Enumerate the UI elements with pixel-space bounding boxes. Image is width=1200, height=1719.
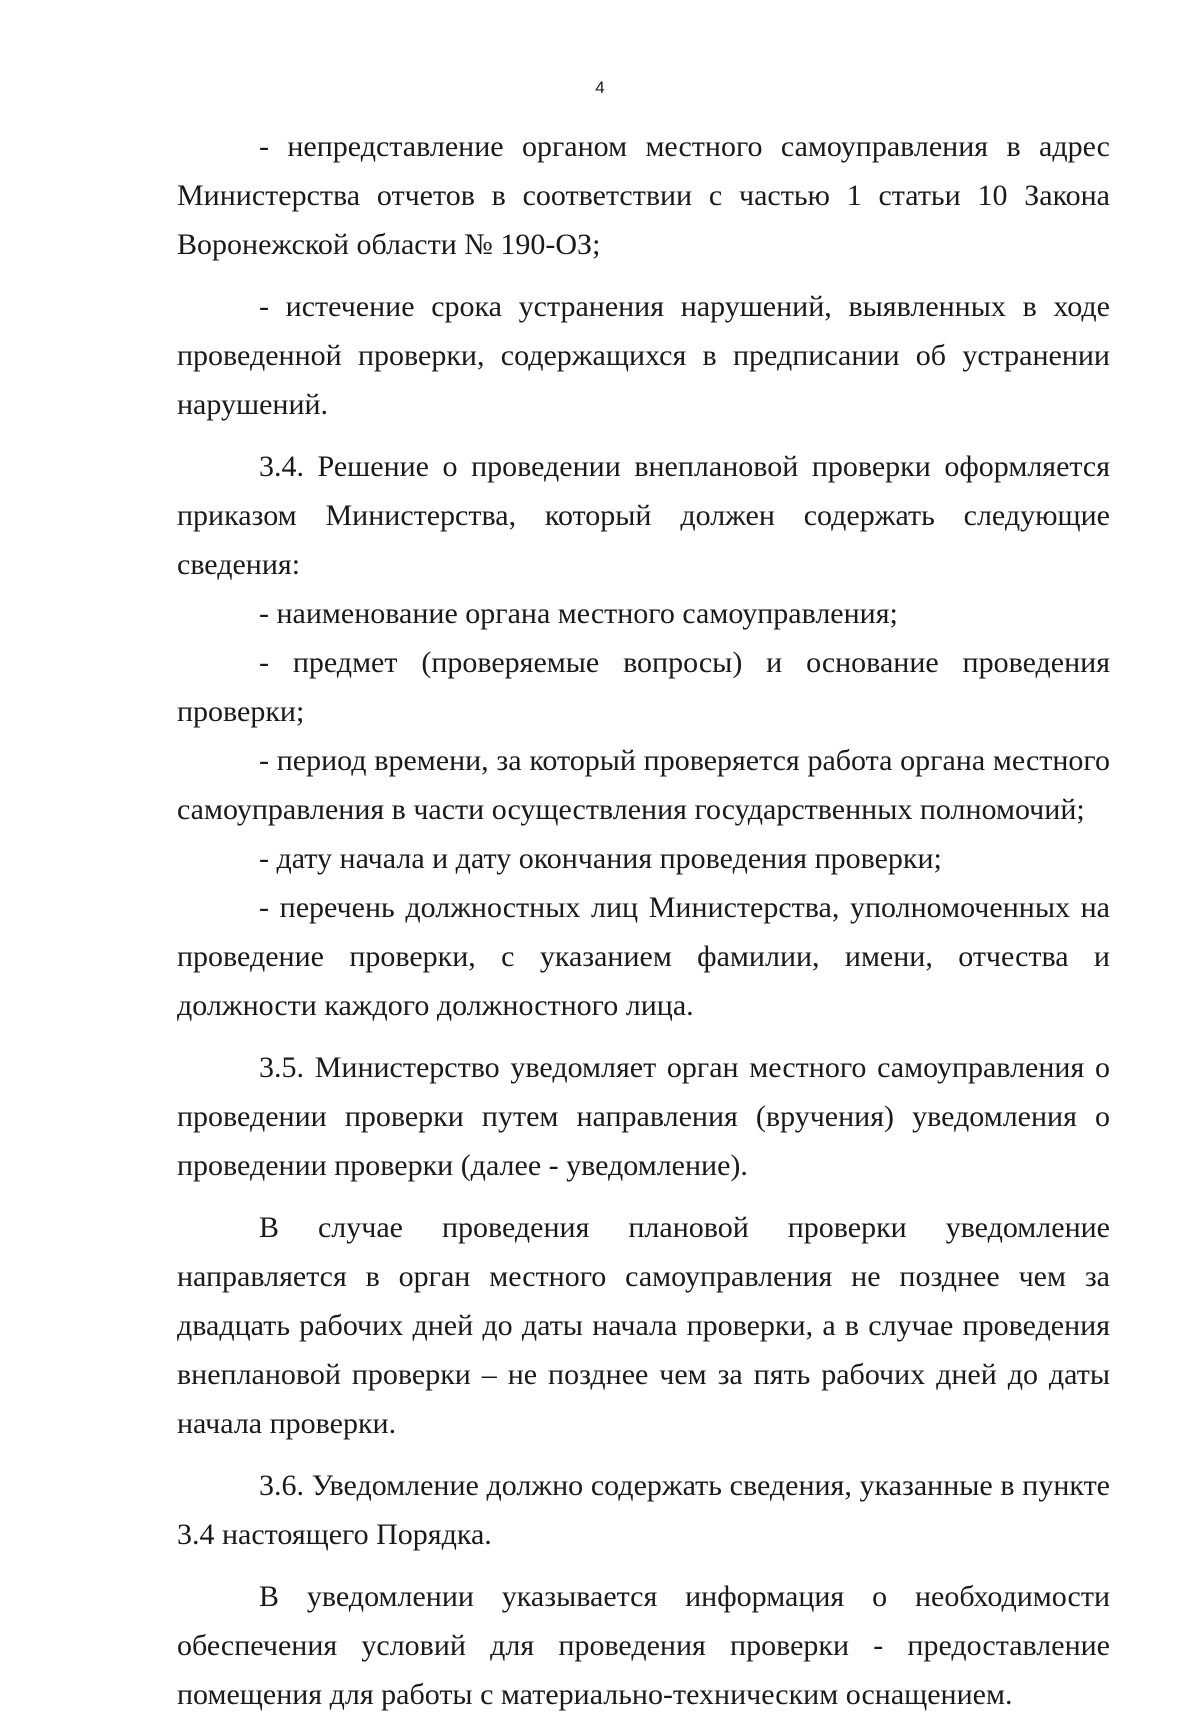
paragraph-section-3-6: 3.6. Уведомление должно содержать сведения, указанные в пункте 3.4 настоящего Порядка. bbox=[177, 1469, 1110, 1551]
list-item-subject: - предмет (проверяемые вопросы) и основание проведения проверки; bbox=[177, 646, 1110, 728]
list-item-body-name: - наименование органа местного самоуправления; bbox=[259, 597, 898, 630]
paragraph-section-3-4: 3.4. Решение о проведении внеплановой проверки оформляется приказом Министерства, который должен содержать следующие сведения: bbox=[177, 450, 1110, 581]
document-body bbox=[177, 122, 1110, 1719]
paragraph-deadline-expiry: - истечение срока устранения нарушений, выявленных в ходе проведенной проверки, содержащихся в предписании об устранении нарушений. bbox=[177, 290, 1110, 421]
paragraph-notice-conditions: В уведомлении указывается информация о необходимости обеспечения условий для проведения проверки - предоставление помещения для работы с материально-техническим оснащением. bbox=[177, 1580, 1110, 1711]
list-item-officials: - перечень должностных лиц Министерства, уполномоченных на проведение проверки, с указанием фамилии, имени, отчества и должности каждого должностного лица. bbox=[177, 891, 1110, 1022]
paragraph-section-3-5: 3.5. Министерство уведомляет орган местного самоуправления о проведении проверки путем направления (вручения) уведомления о проведении проверки (далее - уведомление). bbox=[177, 1051, 1110, 1182]
page-number: 4 bbox=[595, 78, 605, 97]
paragraph-notice-timing: В случае проведения плановой проверки уведомление направляется в орган местного самоуправления не позднее чем за двадцать рабочих дней до даты начала проверки, а в случае проведения внеплановой проверки – не позднее чем за пять рабочих дней до даты начала проверки. bbox=[177, 1211, 1110, 1440]
paragraph-report-failure: - непредставление органом местного самоуправления в адрес Министерства отчетов в соответствии с частью 1 статьи 10 Закона Воронежской области № 190-ОЗ; bbox=[177, 130, 1110, 261]
list-item-dates: - дату начала и дату окончания проведения проверки; bbox=[259, 842, 942, 875]
list-item-period: - период времени, за который проверяется работа органа местного самоуправления в части осуществления государственных полномочий; bbox=[177, 744, 1110, 826]
